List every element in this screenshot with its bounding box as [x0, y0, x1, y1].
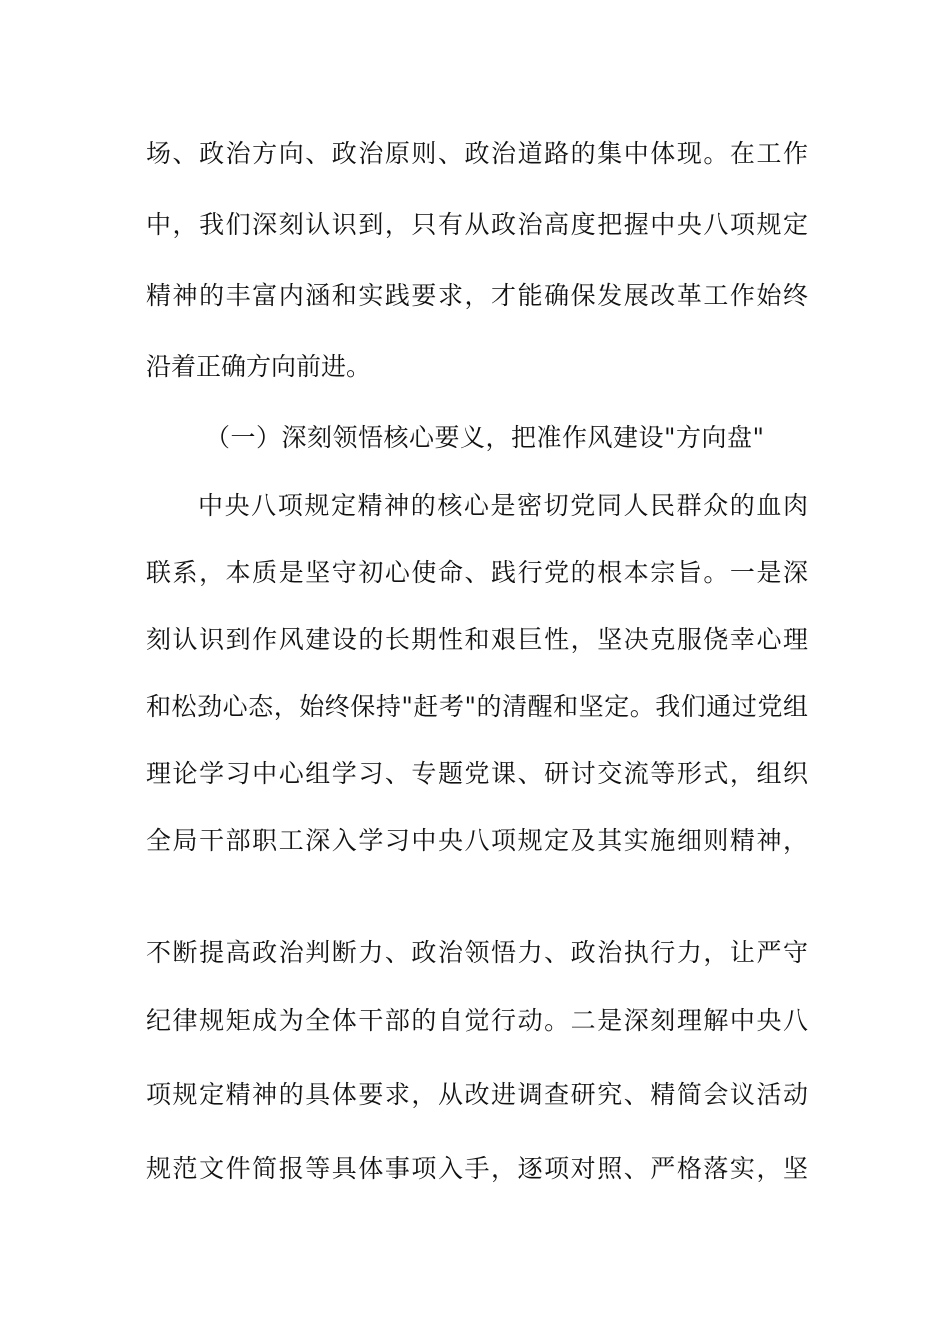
paragraph-line: 沿着正确方向前进。	[146, 352, 372, 381]
paragraph-line: 联系，本质是坚守初心使命、践行党的根本宗旨。一是深	[146, 558, 808, 587]
paragraph-line: 全局干部职工深入学习中央八项规定及其实施细则精神，	[146, 826, 808, 855]
paragraph-line: 场、政治方向、政治原则、政治道路的集中体现。在工作	[146, 139, 808, 168]
section-heading: （一）深刻领悟核心要义，把准作风建设"方向盘"	[205, 423, 765, 452]
paragraph-line: 刻认识到作风建设的长期性和艰巨性，坚决克服侥幸心理	[146, 625, 808, 654]
paragraph-line: 中，我们深刻认识到，只有从政治高度把握中央八项规定	[146, 210, 808, 239]
paragraph-line: 规范文件简报等具体事项入手，逐项对照、严格落实，坚	[146, 1154, 808, 1183]
paragraph-line: 精神的丰富内涵和实践要求，才能确保发展改革工作始终	[146, 281, 808, 310]
paragraph-line: 不断提高政治判断力、政治领悟力、政治执行力，让严守	[146, 938, 808, 967]
paragraph-line: 纪律规矩成为全体干部的自觉行动。二是深刻理解中央八	[146, 1006, 808, 1035]
paragraph-line: 和松劲心态，始终保持"赶考"的清醒和坚定。我们通过党组	[146, 692, 808, 721]
paragraph-line: 项规定精神的具体要求，从改进调查研究、精简会议活动	[146, 1080, 808, 1109]
paragraph-line: 中央八项规定精神的核心是密切党同人民群众的血肉	[198, 491, 808, 520]
paragraph-line: 理论学习中心组学习、专题党课、研讨交流等形式，组织	[146, 759, 808, 788]
